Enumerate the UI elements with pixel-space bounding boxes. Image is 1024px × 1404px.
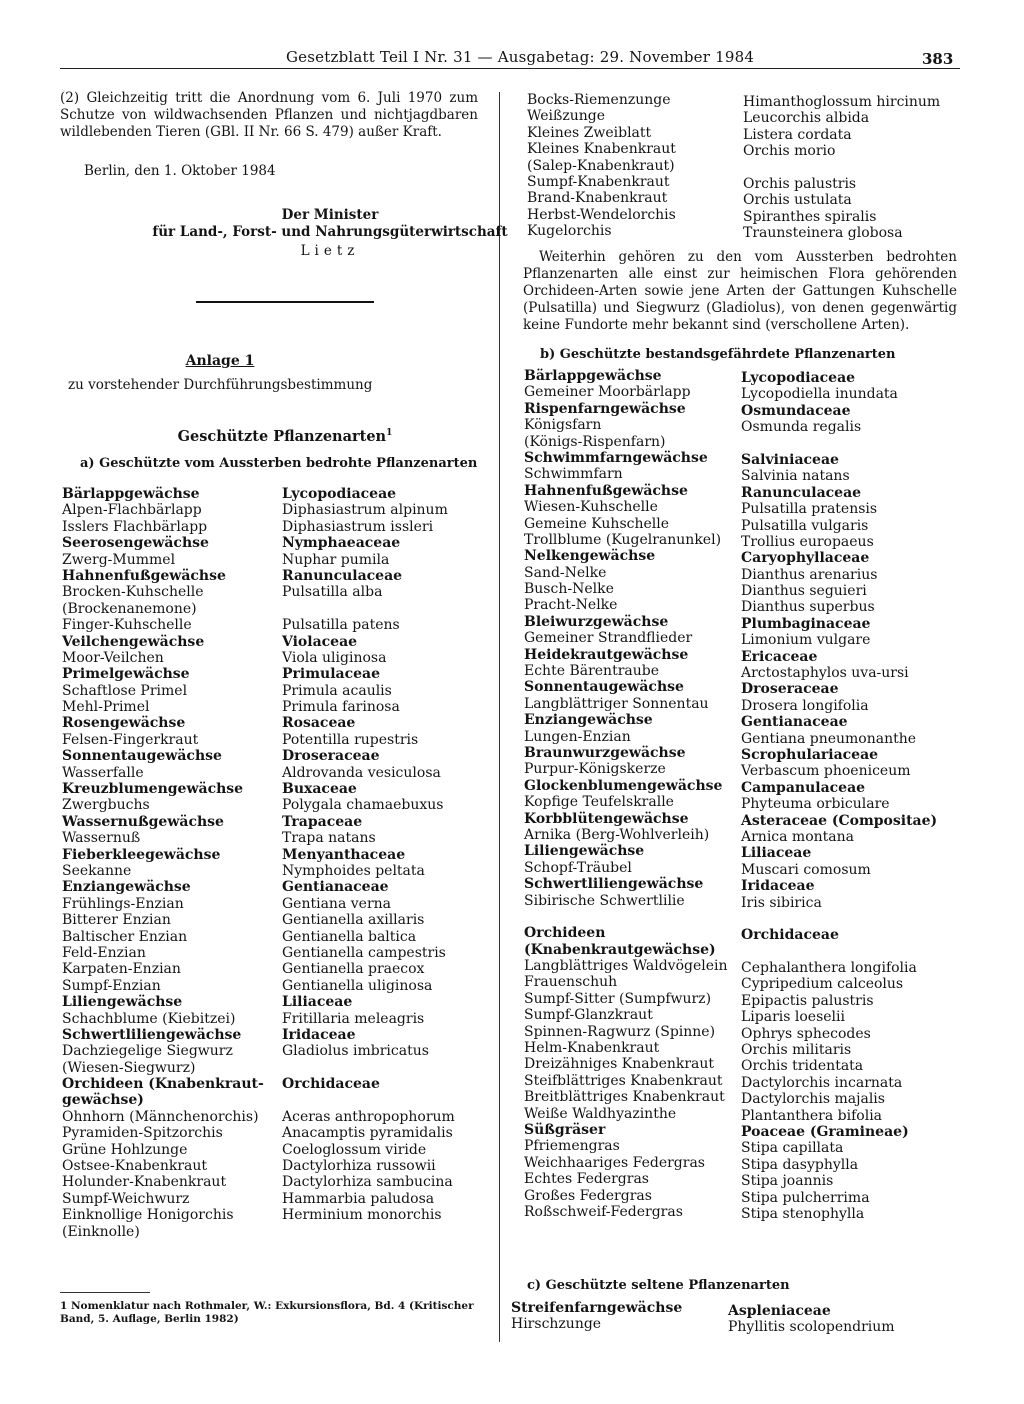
- group-heading: Buxaceae: [282, 781, 357, 798]
- group-heading: Enziangewächse: [62, 879, 191, 896]
- species-name: Epipactis palustris: [741, 992, 874, 1009]
- group-heading: Veilchengewächse: [62, 633, 205, 650]
- paragraph-weiterhin: Weiterhin gehören zu den vom Aussterben bedrohten Pflanzenarten alle einst zur heimischen Flora gehörenden Orchideen-Arten sowie jene Arten der Gattungen Kuhschelle (Pulsatilla) und Siegwurz (Gladiolus), von denen gegenwärtig keine Fundorte mehr bekannt sind (verschollene Arten).: [523, 249, 957, 333]
- species-name: Trollius europaeus: [741, 533, 874, 550]
- species-name: Stipa dasyphylla: [741, 1156, 859, 1173]
- species-name: Liparis loeselii: [741, 1009, 845, 1026]
- list-c-latin-names: [728, 1303, 958, 1336]
- group-heading: Sonnentaugewächse: [524, 679, 684, 696]
- group-heading: Rispenfarngewächse: [524, 400, 686, 417]
- species-name: Verbascum phoeniceum: [741, 763, 911, 780]
- anlage-title: Anlage 1: [185, 353, 255, 369]
- species-name: Gentianella baltica: [282, 928, 417, 945]
- species-name: Breitblättriges Knabenkraut: [524, 1089, 725, 1106]
- species-name: Pyramiden-Spitzorchis: [62, 1125, 223, 1142]
- group-heading: Campanulaceae: [741, 779, 866, 796]
- species-name: Viola uliginosa: [282, 649, 387, 666]
- species-name: Nymphoides peltata: [282, 862, 425, 879]
- anlage-subtitle: zu vorstehender Durchführungsbestimmung: [68, 377, 373, 393]
- species-name: Sibirische Schwertlilie: [524, 892, 685, 909]
- species-name: Feld-Enzian: [62, 944, 146, 961]
- species-name: Brocken-Kuhschelle: [62, 584, 204, 601]
- species-name: Einknollige Honigorchis: [62, 1207, 234, 1224]
- species-name: Spinnen-Ragwurz (Spinne): [524, 1023, 716, 1040]
- species-name: Schachblume (Kiebitzei): [62, 1010, 236, 1027]
- group-heading: Violaceae: [282, 633, 358, 650]
- species-name: Anacamptis pyramidalis: [282, 1125, 453, 1142]
- group-heading: gewächse): [62, 1092, 144, 1109]
- species-name: Diphasiastrum alpinum: [282, 502, 448, 519]
- species-name: Gladiolus imbricatus: [282, 1043, 429, 1060]
- species-name: [741, 944, 971, 960]
- species-name: [743, 160, 973, 176]
- species-name: Isslers Flachbärlapp: [62, 518, 208, 535]
- species-name: Brand-Knabenkraut: [527, 190, 668, 207]
- species-name: Sumpf-Knabenkraut: [527, 173, 670, 190]
- minister-title: Der Minister: [281, 207, 379, 223]
- species-name: Hirschzunge: [511, 1316, 602, 1333]
- species-name: Gemeiner Moorbärlapp: [524, 384, 691, 401]
- species-name: Weißzunge: [527, 108, 606, 125]
- group-heading: Lycopodiaceae: [282, 486, 397, 502]
- species-name: Hammarbia paludosa: [282, 1190, 435, 1207]
- group-heading: Sonnentaugewächse: [62, 748, 222, 765]
- species-name: Spiranthes spiralis: [743, 208, 877, 225]
- species-name: Gemeine Kuhschelle: [524, 515, 670, 532]
- group-heading: Salviniaceae: [741, 451, 839, 468]
- species-name: Schaftlose Primel: [62, 682, 188, 699]
- group-heading: Ranunculaceae: [282, 567, 403, 584]
- group-heading: Bärlappgewächse: [524, 368, 662, 384]
- species-name: Gentianella axillaris: [282, 912, 425, 929]
- group-heading: Orchideen (Knabenkraut-: [62, 1076, 264, 1093]
- group-heading: Orchidaceae: [741, 927, 839, 944]
- section-title: [130, 425, 440, 445]
- list-a-latin-names: [282, 486, 492, 1240]
- minister-department: für Land-, Forst- und Nahrungsgüterwirtschaft: [152, 224, 508, 240]
- species-name: Fritillaria meleagris: [282, 1010, 425, 1027]
- species-name: Arnika (Berg-Wohlverleih): [524, 826, 710, 843]
- page-number: 383: [922, 50, 954, 68]
- species-name: Kleines Zweiblatt: [527, 124, 652, 141]
- footnote: 1 Nomenklatur nach Rothmaler, W.: Exkursionsflora, Bd. 4 (Kritischer Band, 5. Auflage, Berlin 1982): [60, 1300, 474, 1325]
- species-name: Wassernuß: [62, 830, 141, 847]
- species-name: Plantanthera bifolia: [741, 1107, 883, 1124]
- species-name: Sand-Nelke: [524, 564, 607, 581]
- species-name: [741, 436, 971, 452]
- group-heading: Heidekrautgewächse: [524, 646, 689, 663]
- species-name: (Wiesen-Siegwurz): [62, 1059, 196, 1076]
- species-name: Dianthus arenarius: [741, 566, 878, 583]
- group-heading: Aspleniaceae: [728, 1303, 831, 1319]
- species-name: Kugelorchis: [527, 223, 612, 240]
- species-name: Dachziegelige Siegwurz: [62, 1043, 233, 1060]
- species-name: Sumpf-Weichwurz: [62, 1190, 190, 1207]
- species-name: Orchis palustris: [743, 175, 857, 192]
- species-name: Orchis ustulata: [743, 192, 852, 209]
- species-name: Limonium vulgare: [741, 632, 871, 649]
- list-c-german-names: [511, 1300, 723, 1333]
- species-name: Stipa stenophylla: [741, 1205, 865, 1222]
- subsection-b: b) Geschützte bestandsgefährdete Pflanzenarten: [540, 347, 896, 362]
- group-heading: Schwertliliengewächse: [524, 876, 704, 893]
- species-name: Phyllitis scolopendrium: [728, 1319, 895, 1336]
- group-heading: Droseraceae: [282, 748, 380, 765]
- species-name: Primula acaulis: [282, 682, 392, 699]
- group-heading: Orchideen: [524, 925, 606, 942]
- species-name: Pulsatilla vulgaris: [741, 517, 869, 534]
- species-name: [282, 1224, 492, 1240]
- group-heading: Fieberkleegewächse: [62, 846, 221, 863]
- species-name: [282, 1060, 492, 1076]
- species-name: (Einknolle): [62, 1223, 140, 1240]
- species-name: Karpaten-Enzian: [62, 961, 181, 978]
- minister-name: Lietz: [300, 243, 360, 259]
- species-name: Helm-Knabenkraut: [524, 1040, 660, 1057]
- species-name: Nuphar pumila: [282, 551, 390, 568]
- species-name: Ostsee-Knabenkraut: [62, 1158, 208, 1175]
- species-name: Orchis morio: [743, 143, 836, 160]
- group-heading: Glockenblumengewächse: [524, 777, 723, 794]
- list-top-german-names: [527, 92, 737, 240]
- species-name: Lycopodiella inundata: [741, 386, 898, 403]
- footnote-marker: 1: [386, 428, 393, 438]
- species-name: Pfriemengras: [524, 1138, 620, 1155]
- subsection-c: c) Geschützte seltene Pflanzenarten: [527, 1278, 790, 1293]
- species-name: Dactylorhiza russowii: [282, 1158, 436, 1175]
- section-title-text: Geschützte Pflanzenarten: [177, 427, 387, 445]
- group-heading: Korbblütengewächse: [524, 810, 689, 827]
- group-heading: Streifenfarngewächse: [511, 1300, 683, 1316]
- species-name: Iris sibirica: [741, 894, 822, 911]
- species-name: Holunder-Knabenkraut: [62, 1174, 227, 1191]
- date-line: Berlin, den 1. Oktober 1984: [84, 163, 276, 179]
- group-heading: Caryophyllaceae: [741, 550, 870, 567]
- species-name: Sumpf-Glanzkraut: [524, 1007, 653, 1024]
- group-heading: Liliaceae: [741, 845, 812, 862]
- species-name: Arctostaphylos uva-ursi: [741, 665, 909, 682]
- species-name: Ohnhorn (Männchenorchis): [62, 1108, 259, 1125]
- list-b-latin-names: [741, 370, 971, 1222]
- list-a-german-names: [62, 486, 272, 1240]
- species-name: Königsfarn: [524, 417, 602, 434]
- species-name: Weiße Waldhyazinthe: [524, 1105, 677, 1122]
- species-name: Dactylorchis incarnata: [741, 1074, 903, 1091]
- group-heading: Braunwurzgewächse: [524, 744, 686, 761]
- species-name: Lungen-Enzian: [524, 728, 631, 745]
- species-name: Cephalanthera longifolia: [741, 960, 917, 977]
- group-heading: Hahnenfußgewächse: [524, 482, 688, 499]
- species-name: Gentiana verna: [282, 895, 391, 912]
- species-name: Pulsatilla pratensis: [741, 501, 878, 518]
- species-name: [282, 601, 492, 617]
- species-name: Trapa natans: [282, 830, 376, 847]
- species-name: Primula farinosa: [282, 699, 400, 716]
- species-name: Großes Federgras: [524, 1187, 652, 1204]
- species-name: Trollblume (Kugelranunkel): [524, 531, 722, 548]
- species-name: Bocks-Riemenzunge: [527, 92, 671, 108]
- species-name: Moor-Veilchen: [62, 649, 164, 666]
- species-name: Listera cordata: [743, 126, 852, 143]
- species-name: Kopfige Teufelskralle: [524, 794, 674, 811]
- species-name: Sumpf-Enzian: [62, 977, 161, 994]
- group-heading: Ranunculaceae: [741, 484, 862, 501]
- species-name: [741, 911, 971, 927]
- species-name: Ophrys sphecodes: [741, 1025, 871, 1042]
- group-heading: Iridaceae: [282, 1026, 356, 1043]
- species-name: Frühlings-Enzian: [62, 895, 184, 912]
- species-name: Polygala chamaebuxus: [282, 797, 444, 814]
- group-heading: Süßgräser: [524, 1121, 606, 1138]
- species-name: Echtes Federgras: [524, 1171, 649, 1188]
- species-name: Dreizähniges Knabenkraut: [524, 1056, 715, 1073]
- species-name: Dianthus superbus: [741, 599, 875, 616]
- species-name: (Königs-Rispenfarn): [524, 433, 666, 450]
- species-name: Alpen-Flachbärlapp: [62, 502, 202, 519]
- species-name: Himanthoglossum hircinum: [743, 94, 941, 110]
- species-name: Sumpf-Sitter (Sumpfwurz): [524, 990, 712, 1007]
- species-name: Zwergbuchs: [62, 797, 150, 814]
- group-heading: Hahnenfußgewächse: [62, 567, 226, 584]
- group-heading: Gentianaceae: [282, 879, 389, 896]
- species-name: Finger-Kuhschelle: [62, 617, 192, 634]
- species-name: Schopf-Träubel: [524, 859, 632, 876]
- header-rule: [60, 68, 960, 69]
- species-name: Baltischer Enzian: [62, 928, 188, 945]
- group-heading: Droseraceae: [741, 681, 839, 698]
- group-heading: Schwertliliengewächse: [62, 1026, 242, 1043]
- species-name: Aldrovanda vesiculosa: [282, 764, 441, 781]
- species-name: Muscari comosum: [741, 861, 871, 878]
- species-name: Orchis tridentata: [741, 1058, 864, 1075]
- group-heading: Scrophulariaceae: [741, 746, 879, 763]
- species-name: Weichhaariges Federgras: [524, 1154, 705, 1171]
- group-heading: (Knabenkrautgewächse): [524, 941, 716, 958]
- species-name: Schwimmfarn: [524, 466, 623, 483]
- species-name: Pracht-Nelke: [524, 597, 618, 614]
- species-name: Mehl-Primel: [62, 699, 150, 716]
- species-name: Kleines Knabenkraut: [527, 141, 676, 158]
- group-heading: Enziangewächse: [524, 712, 653, 729]
- species-name: Busch-Nelke: [524, 581, 614, 598]
- species-name: Stipa joannis: [741, 1173, 834, 1190]
- species-name: Diphasiastrum issleri: [282, 518, 434, 535]
- group-heading: Orchidaceae: [282, 1076, 380, 1093]
- species-name: Gentianella uliginosa: [282, 977, 433, 994]
- group-heading: Asteraceae (Compositae): [741, 812, 938, 829]
- group-heading: Rosengewächse: [62, 715, 186, 732]
- species-name: Felsen-Fingerkraut: [62, 731, 199, 748]
- separator-rule: [196, 301, 374, 303]
- list-b-german-names: [524, 368, 736, 1220]
- species-name: Salvinia natans: [741, 468, 850, 485]
- group-heading: Gentianaceae: [741, 714, 848, 731]
- species-name: Gentiana pneumonanthe: [741, 730, 917, 747]
- group-heading: Nymphaeaceae: [282, 535, 401, 552]
- group-heading: Wassernußgewächse: [62, 813, 224, 830]
- species-name: Herbst-Wendelorchis: [527, 206, 676, 223]
- species-name: Zwerg-Mummel: [62, 551, 176, 568]
- species-name: Echte Bärentraube: [524, 663, 659, 680]
- species-name: Cypripedium calceolus: [741, 976, 904, 993]
- species-name: Stipa capillata: [741, 1140, 844, 1157]
- group-heading: Iridaceae: [741, 878, 815, 895]
- group-heading: Primelgewächse: [62, 666, 190, 683]
- group-heading: Lycopodiaceae: [741, 370, 856, 386]
- group-heading: Poaceae (Gramineae): [741, 1123, 909, 1140]
- species-name: Grüne Hohlzunge: [62, 1141, 188, 1158]
- species-name: Purpur-Königskerze: [524, 761, 666, 778]
- species-name: Potentilla rupestris: [282, 731, 419, 748]
- species-name: Arnica montana: [741, 828, 854, 845]
- species-name: [282, 1092, 492, 1108]
- species-name: Pulsatilla patens: [282, 617, 400, 634]
- species-name: (Brockenanemone): [62, 600, 197, 617]
- species-name: Leucorchis albida: [743, 110, 870, 127]
- species-name: Dactylorhiza sambucina: [282, 1174, 453, 1191]
- group-heading: Primulaceae: [282, 666, 381, 683]
- group-heading: Bleiwurzgewächse: [524, 613, 669, 630]
- group-heading: Liliengewächse: [524, 843, 645, 860]
- species-name: Herminium monorchis: [282, 1207, 442, 1224]
- species-name: Gentianella praecox: [282, 961, 425, 978]
- species-name: [524, 909, 736, 925]
- species-name: Traunsteinera globosa: [743, 225, 903, 242]
- group-heading: Ericaceae: [741, 648, 818, 665]
- subsection-a: a) Geschützte vom Aussterben bedrohte Pflanzenarten: [80, 456, 478, 471]
- species-name: Gemeiner Strandflieder: [524, 630, 693, 647]
- species-name: Stipa pulcherrima: [741, 1189, 870, 1206]
- species-name: Langblättriger Sonnentau: [524, 695, 709, 712]
- paragraph-2: (2) Gleichzeitig tritt die Anordnung vom 6. Juli 1970 zum Schutze von wildwachsenden Pflanzen und nichtjagdbaren wildlebenden Tieren (GBl. II Nr. 66 S. 479) außer Kraft.: [60, 90, 478, 140]
- group-heading: Liliaceae: [282, 994, 353, 1011]
- group-heading: Bärlappgewächse: [62, 486, 200, 502]
- species-name: (Salep-Knabenkraut): [527, 157, 675, 174]
- species-name: Dactylorchis majalis: [741, 1091, 885, 1108]
- column-divider: [499, 92, 500, 1342]
- species-name: Steifblättriges Knabenkraut: [524, 1072, 723, 1089]
- species-name: Dianthus seguieri: [741, 583, 867, 600]
- species-name: Wasserfalle: [62, 764, 144, 781]
- group-heading: Liliengewächse: [62, 994, 183, 1011]
- species-name: Pulsatilla alba: [282, 584, 383, 601]
- species-name: Aceras anthropophorum: [282, 1108, 455, 1125]
- species-name: Seekanne: [62, 862, 132, 879]
- species-name: Frauenschuh: [524, 974, 618, 991]
- species-name: Roßschweif-Federgras: [524, 1203, 683, 1220]
- species-name: Osmunda regalis: [741, 419, 862, 436]
- group-heading: Menyanthaceae: [282, 846, 406, 863]
- header-title: Gesetzblatt Teil I Nr. 31 — Ausgabetag: 29. November 1984: [286, 48, 755, 66]
- group-heading: Seerosengewächse: [62, 535, 209, 552]
- species-name: Langblättriges Waldvögelein: [524, 958, 728, 975]
- group-heading: Nelkengewächse: [524, 548, 656, 565]
- species-name: Orchis militaris: [741, 1042, 852, 1059]
- group-heading: Plumbaginaceae: [741, 615, 871, 632]
- group-heading: Trapaceae: [282, 813, 363, 830]
- group-heading: Rosaceae: [282, 715, 356, 732]
- footnote-rule: [60, 1292, 150, 1293]
- group-heading: Schwimmfarngewächse: [524, 449, 708, 466]
- group-heading: Kreuzblumengewächse: [62, 781, 244, 798]
- species-name: Wiesen-Kuhschelle: [524, 499, 658, 516]
- list-top-latin-names: [743, 94, 973, 242]
- species-name: Phyteuma orbiculare: [741, 796, 890, 813]
- group-heading: Osmundaceae: [741, 402, 851, 419]
- species-name: Bitterer Enzian: [62, 912, 171, 929]
- species-name: Coeloglossum viride: [282, 1141, 427, 1158]
- species-name: Gentianella campestris: [282, 944, 446, 961]
- species-name: Drosera longifolia: [741, 697, 869, 714]
